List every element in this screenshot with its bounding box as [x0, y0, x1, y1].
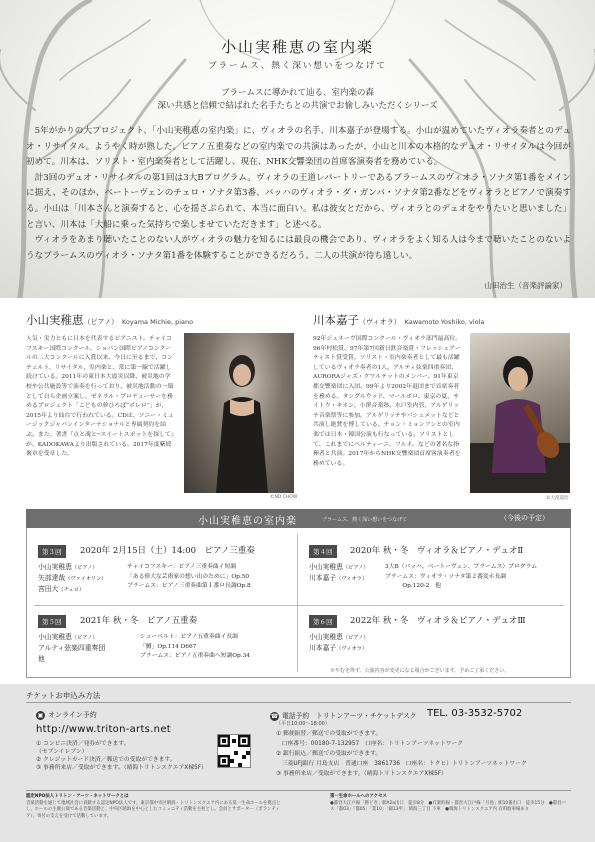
phone-booking-label: ☎ 電話予約 トリトンアーツ・チケットデスク: [270, 712, 417, 720]
option-line: ① 郵便振替／郵送での受取ができます。: [276, 731, 382, 737]
performer: 小山実稚恵（ピアノ）: [38, 633, 98, 641]
option-line: ② クレジットカード決済／郵送での受取ができます。: [36, 757, 176, 763]
program-line: ブラームス：ピアノ三重奏曲第１番ロ長調Op.8: [127, 583, 251, 589]
schedule-title: 小山実稚恵の室内楽: [198, 516, 297, 527]
tagline-line-1: ブラームスに導かれて辿る、室内楽の森: [220, 88, 374, 98]
portrait-illustration: [184, 333, 294, 493]
option-line: ③ 事務所来店／受取ができます。（晴海トリトンスクエアX棟5F）: [276, 771, 447, 777]
org-info-text: 音楽活動を通じて地域社会に貢献する認定NPO法人です。東京都中央区晴海・トリトンスクエア内にある第一生命ホールを拠点とし、ホールの主催公演である音楽活動と、中央区晴海を中心としたコミュニティ活動を主柱とし、会員とサポーター（ボランティア）、寄付の支えを受けて活動しています。: [26, 800, 281, 819]
schedule-header-bar: [26, 509, 571, 528]
artist-bio-kawamoto: 92年ジュネーヴ国際コンクール・ヴィオラ部門最高位。96年村松賞、97年第7回新日鉄音楽賞・フレッシュアーティスト賞受賞。ソリスト・室内楽奏者として最も活躍しているヴィオラ奏者の1人。アルティ弦楽四重奏団、AURORAジャズ・クワルテットのメンバー。91年東京都交響楽団に入団。99年より2002年退団まで首席奏者を務める。タングルウッド、マールボロ、東京の夏、サイトウ・キネン、小澤音楽塾、水戸室内管、アルゲリッチ音楽祭等に参加。アルゲリッチやバシュメットなどと共演し絶賛を博している。チョン・ミョンフンとの室内楽では日本・韓国公演も行なっている。ソリストとして、これまでにベルティーニ、フルネ、などの著名な指揮者と共演。2017年からNHK交響楽団首席客演奏者を務めている。: [313, 336, 462, 467]
artist-name: 小山実稚恵: [26, 313, 84, 327]
performer: 川本嘉子（ヴィオラ）: [309, 574, 368, 582]
artist-roman-name: Kawamoto Yoshiko, viola: [404, 318, 485, 326]
concert-badge: 第５回: [38, 615, 66, 628]
concert-program: [127, 563, 251, 592]
org-info-title: 認定NPO法人トリトン・アーツ・ネットワークとは: [26, 794, 129, 799]
artist-koyama: [26, 312, 193, 328]
ticket-divider: [26, 702, 571, 703]
artist-name-heading: [313, 312, 484, 328]
concert-performers: [38, 632, 105, 665]
program-line: 「鱒」Op.114 D667: [140, 643, 197, 650]
qr-pattern: [218, 735, 250, 767]
phone-hours: （平日10:00〜18:00）: [276, 721, 330, 727]
intro-paragraph: 5年がかりの大プロジェクト、「小山実稚恵の室内楽」に、ヴィオラの名手、川本嘉子が登場する。小山が温めていたヴィオラ奏者とのデュオ・リサイタル。ようやく時が熟した。ピアノ五重奏などの室内楽での共演はあったが、小山と川本の本格的なデュオ・リサイタルは今回が初めて。川本は、ソリスト・室内楽奏者として活躍し、現在、NHK交響楽団の首席客演奏者を務めている。: [26, 126, 571, 168]
concert-title: 2021年 秋・冬 ピアノ五重奏: [80, 616, 198, 626]
artist-photo-kawamoto: [470, 333, 570, 493]
artist-role: （ヴィオラ）: [359, 318, 401, 326]
phone-options: [276, 729, 527, 779]
schedule-divider-horizontal: [34, 605, 564, 606]
page-title: 小山実稚恵の室内楽: [220, 38, 374, 56]
performer: 小山実稚恵（ピアノ）: [38, 563, 98, 571]
org-info: [26, 794, 281, 820]
schedule-divider-vertical: [297, 534, 298, 672]
option-line: 三菱UFJ銀行 月島支店 普通口座 3861736 口座名：トクヒ）トリトンアーツネットワーク: [276, 761, 527, 767]
program-line: チャイコフスキー：ピアノ三重奏曲イ短調: [127, 564, 237, 570]
option-line: 口座番号：00180-7-132957 口座名：トリトンアーツネットワーク: [276, 741, 464, 747]
concert-badge: 第３回: [38, 545, 66, 558]
schedule-tagline: ブラームス、熱く深い想いをつなげて: [322, 517, 408, 523]
artist-photo-koyama: [184, 333, 294, 493]
performer: アルティ弦楽四重奏団: [38, 644, 106, 652]
phone-number[interactable]: TEL. 03-3532-5702: [427, 708, 523, 719]
concert-badge: 第６回: [309, 615, 337, 628]
performer: 宮田大（チェロ）: [38, 585, 85, 593]
concert-performers: [38, 562, 106, 595]
concert-badge: 第４回: [309, 545, 337, 558]
tagline-line-2: 深い共感と信頼で結ばれた名手たちとの共演でお愉しみいただくシリーズ: [157, 101, 438, 111]
intro-article: [26, 124, 571, 264]
online-options: [36, 740, 207, 772]
photo-credit-kawamoto: ©大窪道治: [546, 496, 569, 501]
program-line: ブラームス：ピアノ五重奏曲ヘ短調Op.34: [140, 653, 250, 659]
program-line: 3大B（バッハ、ベートーヴェン、ブラームス）プログラム: [385, 564, 538, 570]
concert-performers: [309, 562, 369, 584]
program-line: 「ある偉大な芸術家の想い出のために」Op.50: [127, 573, 250, 580]
performer: 川本嘉子（ヴィオラ）: [309, 644, 368, 652]
performer: 小山実稚恵（ピアノ）: [309, 633, 369, 641]
option-line: （セブンイレブン）: [36, 749, 88, 755]
access-info-text: ●都営大江戸線「勝どき」駅A2a出口 徒歩8分 ●有楽町線・都営大江戸線「月島」駅10番出口 徒歩15分 ●都営バス「都03」「都05」「業10」「錦13甲」 晴海三丁目 下車 ●晴海トリトンスクエア内 有料駐車場あり: [330, 800, 566, 813]
schedule-change-note: ※やむを得ず、公演内容が変更になる場合がございます。予めご了承ください。: [330, 668, 510, 674]
access-info: [330, 794, 570, 814]
hero-section: [0, 0, 595, 298]
schedule-future-label: （今後の予定）: [500, 514, 549, 522]
program-line: ブラームス：ヴィオラ・ソナタ第２番変ホ長調: [385, 573, 507, 580]
concert-title: 2020年 2月15日（土）14:00 ピアノ三重奏: [80, 546, 255, 556]
artist-role: （ピアノ）: [83, 318, 118, 326]
option-line: ③ 事務所来店／受取ができます。（晴海トリトンスクエアX棟5F）: [36, 765, 207, 771]
artist-name-heading: [26, 312, 193, 328]
concert-title: 2020年 秋・冬 ヴィオラ＆ピアノ・デュオⅡ: [350, 546, 524, 556]
concert-program: [140, 633, 250, 662]
performer: 他: [38, 655, 45, 663]
intro-paragraph: ヴィオラをあまり聴いたことのない人がヴィオラの魅力を知るには最良の機会であり、ヴィオラをよく知る人は今まで聴いたことのないようなブラームスのヴィオラ・ソナタ第1番を体験することができるだろう。二人の共演が待ち遠しい。: [26, 235, 571, 261]
option-line: ② 銀行振込／郵送での受取ができます。: [276, 751, 382, 757]
artist-name: 川本嘉子: [313, 313, 359, 327]
program-line: Op.120-2 他: [385, 583, 442, 589]
performer: 矢部達哉（ヴァイオリン）: [38, 574, 107, 582]
article-author-credit: 山田治生（音楽評論家）: [484, 281, 567, 290]
intro-paragraph: 計3回のデュオ・リサイタルの第1回は3大Bプログラム。ヴィオラの王道レパートリーであるブラームスのヴィオラ・ソナタ第1番をメインに据え、そのほか、ベートーヴェンのチェロ・ソナタ第3番、バッハのヴィオラ・ダ・ガンバ・ソナタ第2番などをヴィオラとピアノで演奏する。小山は「川本さんと演奏すると、心を揺さぶられて、本当に面白い。私は彼女とだから、ヴィオラとのデュオをやりたいと思いました」と言い、川本は「大船に乗った気持ちで楽しませていただきます」と述べる。: [26, 172, 571, 230]
option-line: ① コンビニ決済／発券ができます。: [36, 741, 130, 747]
footer-divider: [26, 790, 571, 791]
photo-credit-koyama: ©ND CHOW: [270, 495, 298, 500]
concert-program: [385, 563, 537, 592]
program-line: シューベルト：ピアノ五重奏曲イ長調: [140, 634, 238, 640]
online-booking-label: ▣ オンライン予約: [37, 711, 97, 719]
artist-bio-koyama: 人気・実力ともに日本を代表するピアニスト。チャイコフスキー国際コンクール、ショパン国際ピアノコンクールの二大コンクールに入賞以来、今日に至るまで、コンチェルト、リサイタル、室内楽と、常に第一線で活躍し続けている。2011年の東日本大震災以降、被災地の学校や公共施設等で演奏を行っており、被災地活動の一環として自ら企画立案し、ゼネラル・プロデューサーを務めるプロジェクト「こどもの夢ひろば“ボレロ”」が、2015年より仙台で行われている。CDは、ソニー・ミュージックジャパンインターナショナルと専属契約を結ぶ。また、著書『点と魂と─スイートスポットを探して』が、KADOKAWAより出版されている。2017年度紫綬褒章を受章した。: [26, 336, 174, 458]
artist-roman-name: Koyama Michie, piano: [121, 318, 194, 326]
computer-icon: ▣: [37, 711, 44, 719]
artist-kawamoto: [313, 312, 484, 328]
concert-title: 2022年 秋・冬 ヴィオラ＆ピアノ・デュオⅢ: [350, 616, 526, 626]
phone-icon: ☎: [270, 712, 279, 720]
page-subtitle: ブラームス、熱く深い想いをつなげて: [208, 61, 387, 71]
access-info-title: 第一生命ホールへのアクセス: [330, 794, 387, 799]
booking-url-link[interactable]: http://www.triton-arts.net: [36, 724, 171, 735]
ticket-section-title: チケットお申込み方法: [26, 691, 101, 700]
portrait-illustration: [470, 333, 570, 493]
qr-code[interactable]: [217, 734, 251, 768]
concert-performers: [309, 632, 369, 654]
performer: 小山実稚恵（ピアノ）: [309, 563, 369, 571]
